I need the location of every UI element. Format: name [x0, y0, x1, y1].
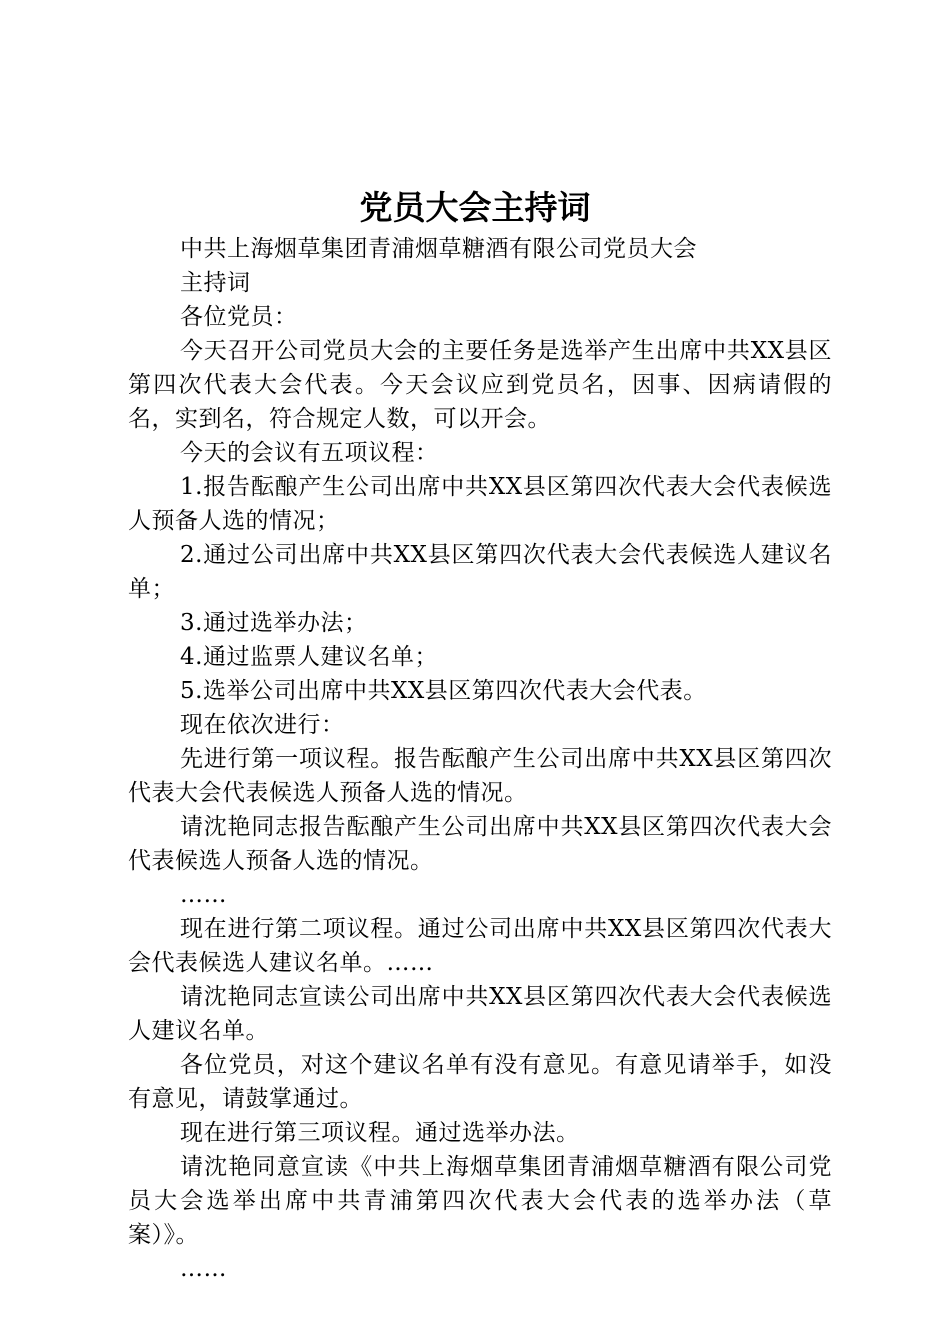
paragraph: 现在依次进行： — [180, 712, 345, 738]
paragraph: 主持词 — [180, 270, 251, 296]
agenda-item: 3.通过选举办法； — [180, 610, 368, 636]
paragraph: 今天召开公司党员大会的主要任务是选举产生出席中共XX县区第四次代表大会代表。今天会议应到党员名，因事、因病请假的名，实到名，符合规定人数，可以开会。 — [128, 338, 832, 432]
paragraph: 请沈艳同意宣读《中共上海烟草集团青浦烟草糖酒有限公司党员大会选举出席中共青浦第四次代表大会代表的选举办法（草案）》。 — [128, 1154, 832, 1248]
paragraph: 请沈艳同志报告酝酿产生公司出席中共XX县区第四次代表大会代表候选人预备人选的情况。 — [128, 814, 832, 874]
paragraph: 现在进行第二项议程。通过公司出席中共XX县区第四次代表大会代表候选人建议名单。…… — [128, 916, 832, 976]
paragraph: 现在进行第三项议程。通过选举办法。 — [180, 1120, 580, 1146]
agenda-item: 5.选举公司出席中共XX县区第四次代表大会代表。 — [180, 678, 707, 704]
paragraph: 各位党员，对这个建议名单有没有意见。有意见请举手，如没有意见，请鼓掌通过。 — [128, 1052, 832, 1112]
agenda-item: 2.通过公司出席中共XX县区第四次代表大会代表候选人建议名单； — [128, 542, 832, 602]
document-body — [128, 232, 832, 1286]
agenda-item: 1.报告酝酿产生公司出席中共XX县区第四次代表大会代表候选人预备人选的情况； — [128, 474, 832, 534]
paragraph: 请沈艳同志宣读公司出席中共XX县区第四次代表大会代表候选人建议名单。 — [128, 984, 832, 1044]
paragraph: 先进行第一项议程。报告酝酿产生公司出席中共XX县区第四次代表大会代表候选人预备人选的情况。 — [128, 746, 832, 806]
paragraph: 今天的会议有五项议程： — [180, 440, 439, 466]
agenda-item: 4.通过监票人建议名单； — [180, 644, 438, 670]
ellipsis: …… — [180, 1256, 227, 1282]
paragraph: 各位党员： — [180, 304, 298, 330]
document-title: 党员大会主持词 — [359, 188, 591, 227]
paragraph: 中共上海烟草集团青浦烟草糖酒有限公司党员大会 — [180, 236, 697, 262]
ellipsis: …… — [180, 882, 227, 908]
